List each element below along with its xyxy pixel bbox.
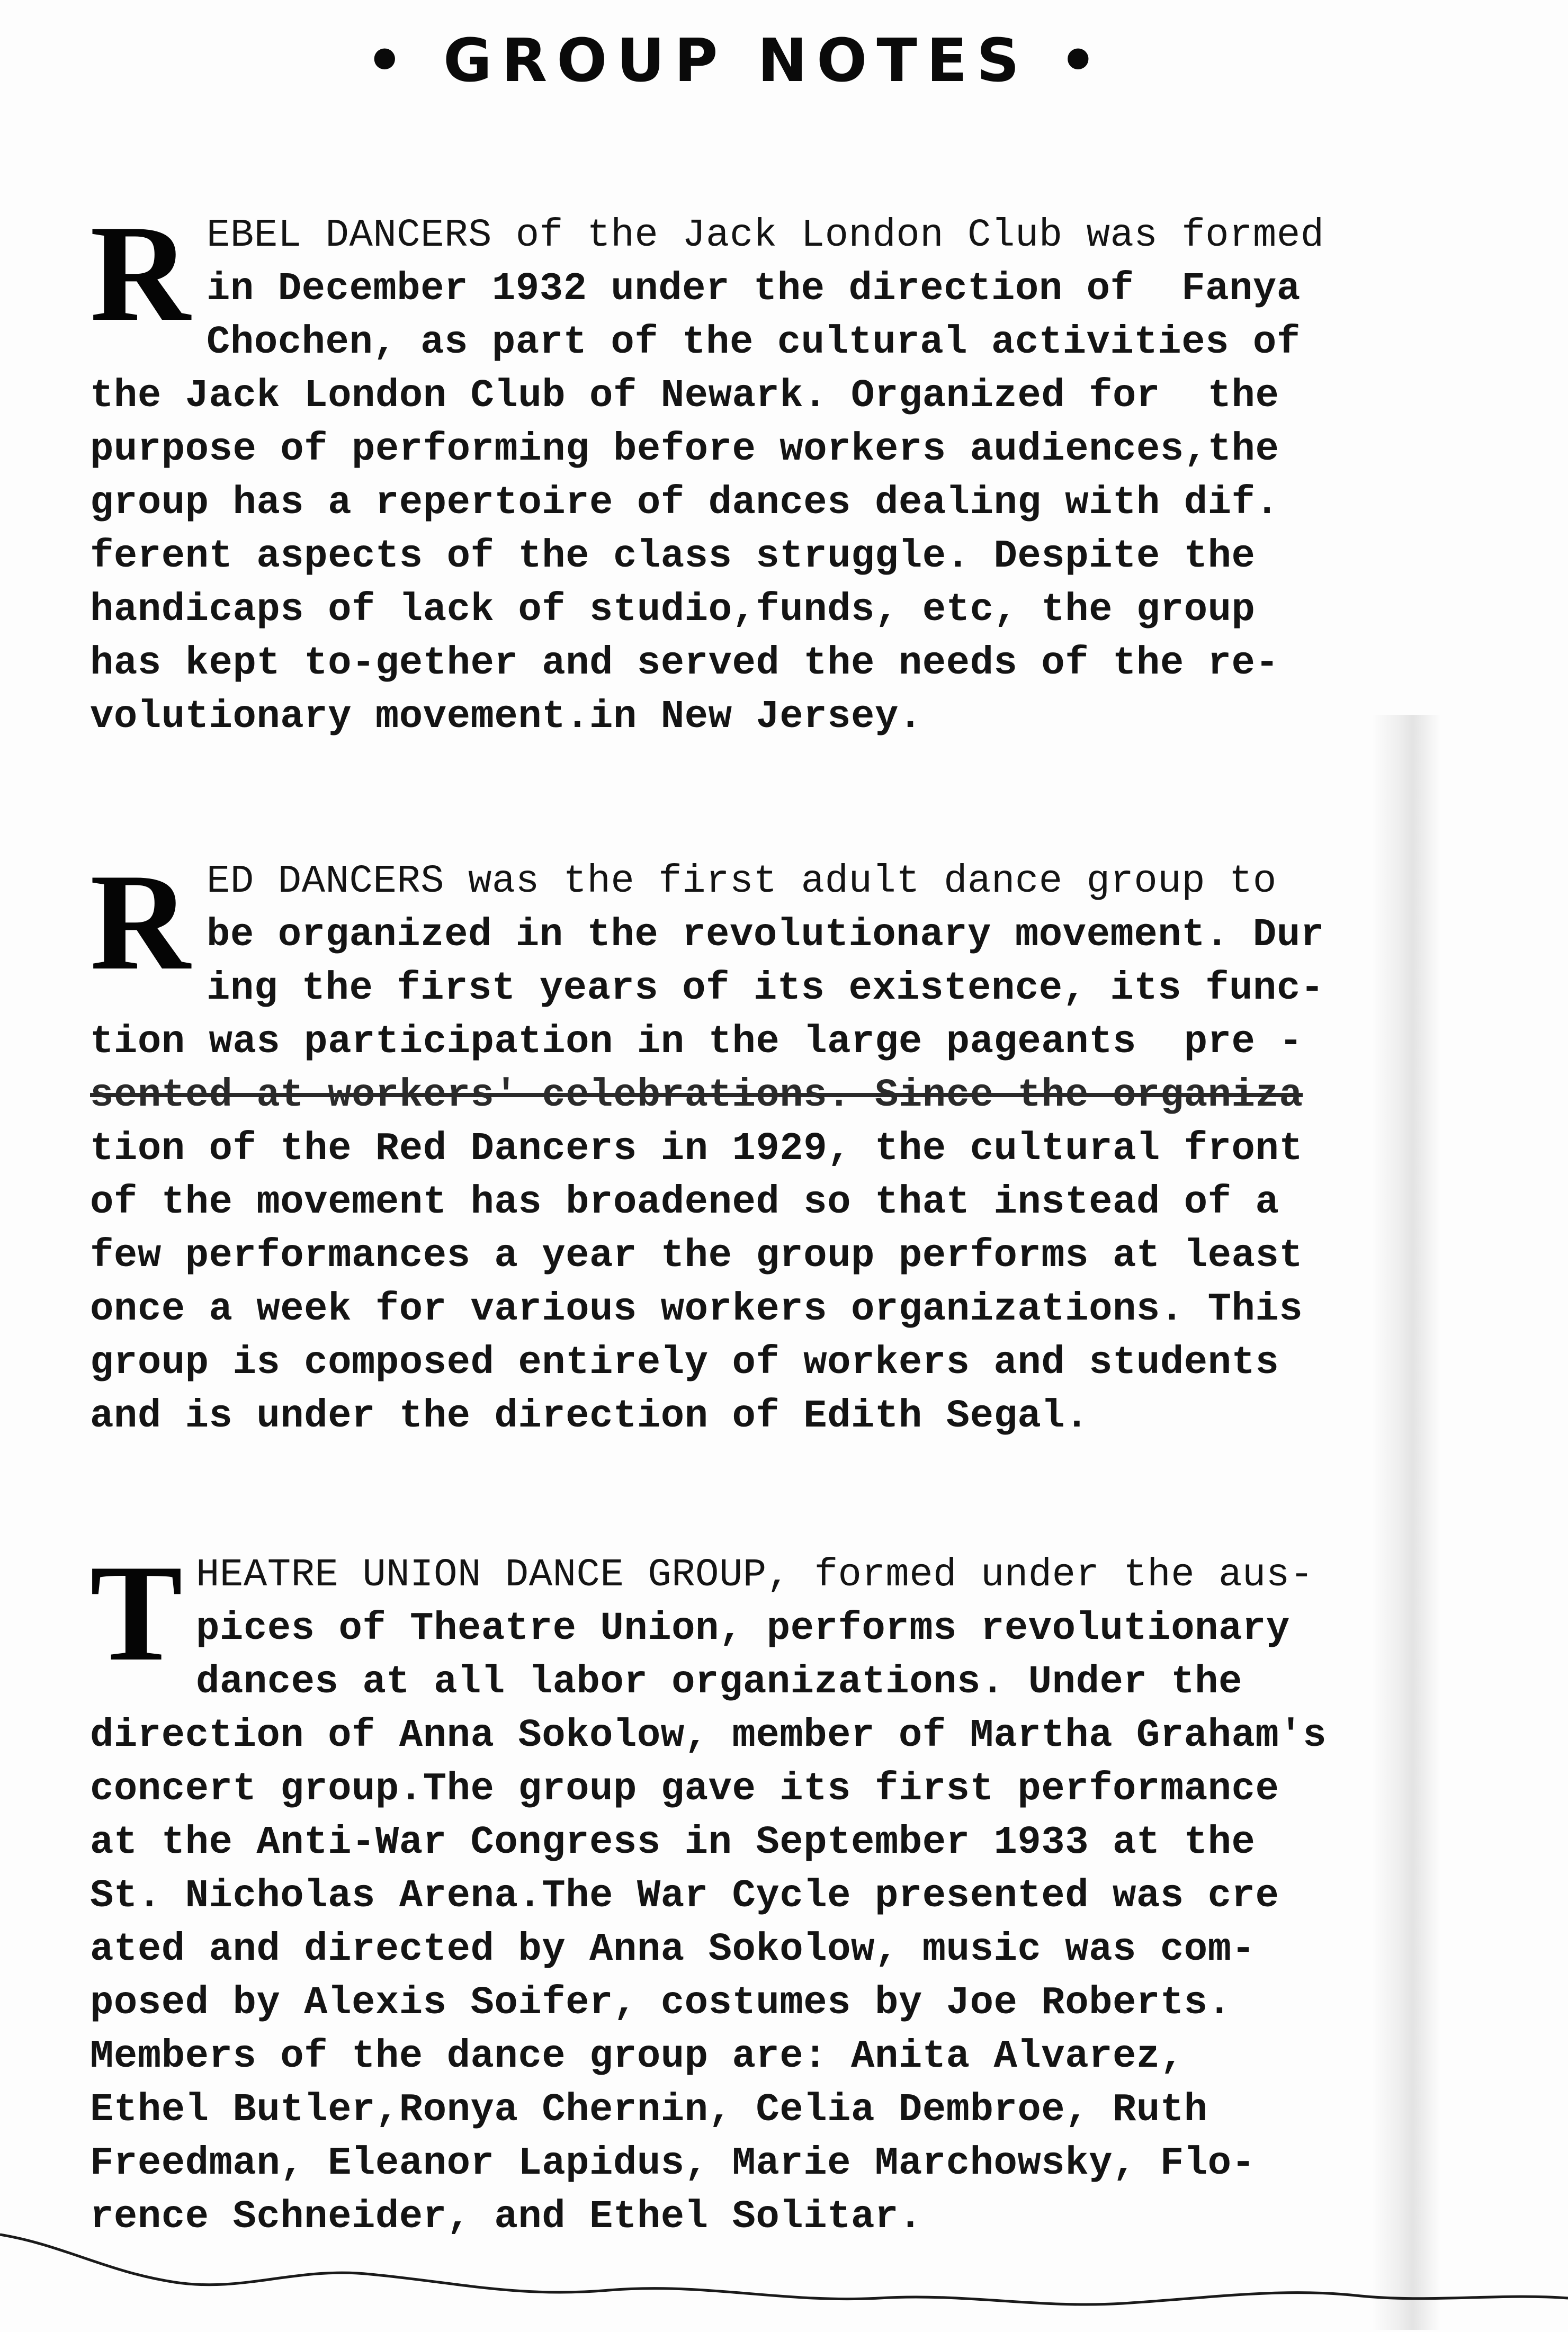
paragraph-line: tion was participation in the large pageants pre -	[90, 1020, 1303, 1064]
paragraph-line: ing the first years of its existence, its func-	[207, 966, 1324, 1011]
paragraph-line: purpose of performing before workers audiences,the	[90, 427, 1279, 472]
paragraph-line: direction of Anna Sokolow, member of Martha Graham's	[90, 1714, 1327, 1758]
section-red-dancers	[90, 845, 1462, 1443]
paragraph-line: ated and directed by Anna Sokolow, music was com-	[90, 1927, 1256, 1972]
paragraph-line: concert group.The group gave its first performance	[90, 1767, 1279, 1811]
paragraph-line: and is under the direction of Edith Segal.	[90, 1394, 1089, 1439]
paragraph-line: volutionary movement.in New Jersey.	[90, 695, 922, 739]
paragraph-line: Ethel Butler,Ronya Chernin, Celia Dembroe, Ruth	[90, 2088, 1208, 2132]
paragraph-line: tion of the Red Dancers in 1929, the cultural front	[90, 1127, 1303, 1171]
paragraph-line: Chochen, as part of the cultural activities of	[207, 320, 1301, 365]
paragraph-line: be organized in the revolutionary movement. Dur	[207, 913, 1324, 957]
paragraph-line: Members of the dance group are: Anita Alvarez,	[90, 2034, 1184, 2079]
torn-edge	[0, 2224, 1568, 2332]
paragraph-line: EBEL DANCERS of the Jack London Club was formed	[207, 213, 1324, 258]
paragraph-line: St. Nicholas Arena.The War Cycle presented was cre	[90, 1874, 1279, 1918]
drop-cap: T	[90, 1536, 183, 1690]
paragraph-line: once a week for various workers organizations. This	[90, 1287, 1303, 1332]
drop-cap: R	[90, 845, 191, 999]
paragraph-line: dances at all labor organizations. Under the	[196, 1660, 1242, 1705]
paragraph-line: the Jack London Club of Newark. Organized for the	[90, 374, 1279, 418]
paragraph-line: has kept to-gether and served the needs of the re-	[90, 641, 1279, 686]
paragraph-line: ED DANCERS was the first adult dance group to	[207, 859, 1277, 904]
paragraph-line: posed by Alexis Soifer, costumes by Joe Roberts.	[90, 1981, 1232, 2025]
paragraph-line: HEATRE UNION DANCE GROUP, formed under the aus-	[196, 1553, 1314, 1598]
section-rebel-dancers	[90, 196, 1462, 744]
paragraph-line: ferent aspects of the class struggle. Despite the	[90, 534, 1256, 579]
paragraph-line: in December 1932 under the direction of Fanya	[207, 267, 1301, 311]
paragraph-line-struck: sented at workers' celebrations. Since the organiza	[90, 1073, 1303, 1118]
paragraph-line: Freedman, Eleanor Lapidus, Marie Marchowsky, Flo-	[90, 2141, 1256, 2186]
paragraph-line: of the movement has broadened so that instead of a	[90, 1180, 1279, 1225]
paragraph-line: pices of Theatre Union, performs revolutionary	[196, 1607, 1290, 1651]
paragraph-line: group is composed entirely of workers and students	[90, 1341, 1279, 1385]
section-theatre-union	[90, 1536, 1462, 2244]
drop-cap: R	[90, 196, 191, 350]
paragraph-line: few performances a year the group performs at least	[90, 1234, 1303, 1278]
paragraph-line: rence Schneider, and Ethel Solitar.	[90, 2195, 922, 2239]
paragraph-line: group has a repertoire of dances dealing with dif.	[90, 481, 1279, 525]
paragraph-line: at the Anti-War Congress in September 1933 at the	[90, 1820, 1256, 1865]
paragraph-line: handicaps of lack of studio,funds, etc, the group	[90, 588, 1256, 632]
page-title: • GROUP NOTES •	[365, 26, 1107, 95]
